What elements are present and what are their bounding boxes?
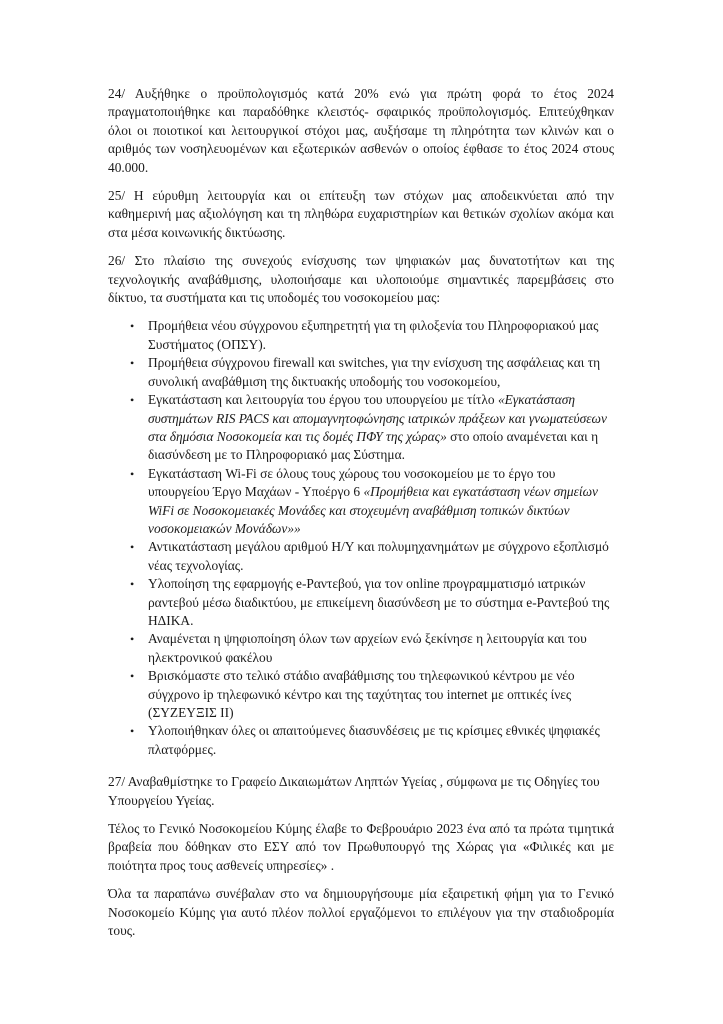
paragraph-closing: Όλα τα παραπάνω συνέβαλαν στο να δημιουργήσουμε μία εξαιρετική φήμη για το Γενικό Νοσοκομείο Κύμης για αυτό πλέον πολλοί εργαζόμενοι το επιλέγουν για την σταδιοδρομία τους.: [108, 886, 614, 939]
bullet-icon: •: [130, 319, 135, 334]
list-item: [108, 317, 614, 354]
list-item: [108, 722, 614, 759]
list-item: [108, 354, 614, 391]
paragraph-25: 25/ Η εύρυθμη λειτουργία και οι επίτευξη των στόχων μας αποδεικνύεται από την καθημερινή μας αξιολόγηση και τη πληθώρα ευχαριστηρίων και θετικών σχολίων ακόμα και στα μέσα κοινωνικής δικτύωσης.: [108, 188, 614, 240]
list-item-text: Προμήθεια νέου σύγχρονου εξυπηρετητή για τη φιλοξενία του Πληροφοριακού μας Συστήματος (ΟΠΣΥ).: [148, 318, 599, 352]
list-item-text: [148, 391, 614, 465]
list-item-text: Αντικατάσταση μεγάλου αριθμού Η/Υ και πολυμηχανημάτων με σύγχρονο εξοπλισμό νέας τεχνολογίας.: [148, 539, 609, 573]
list-item: [108, 538, 614, 575]
list-item: [108, 630, 614, 667]
bullet-icon: •: [130, 577, 135, 592]
bullet-icon: •: [130, 356, 135, 371]
list-item: [108, 465, 614, 539]
list-item-text-post: στο οποίο αναμένεται και η διασύνδεση με το Πληροφοριακό μας Σύστημα.: [148, 428, 599, 463]
document-page: [108, 85, 614, 950]
bullet-icon: •: [130, 466, 135, 481]
project-title-italic: «Προμήθεια και εγκατάσταση νέων σημείων WiFi σε Νοσοκομειακές Μονάδες και στοχευμένη αναβάθμιση τοπικών δικτύων νοσοκομειακών Μονάδων»»: [148, 484, 598, 536]
list-item: [108, 575, 614, 630]
paragraph-award: Τέλος το Γενικό Νοσοκομείου Κύμης έλαβε το Φεβρουάριο 2023 ένα από τα πρώτα τιμητικά βραβεία που δόθηκαν στο ΕΣΥ από τον Πρωθυπουργό της Χώρας για «Φιλικές και με ποιότητα προς τους ασθενείς υπηρεσίες» .: [108, 821, 614, 873]
list-item-text: Αναμένεται η ψηφιοποίηση όλων των αρχείων ενώ ξεκίνησε η λειτουργία και του ηλεκτρονικού φακέλου: [148, 631, 587, 665]
bullet-icon: •: [130, 540, 135, 555]
list-item-text-pre: Εγκατάσταση και λειτουργία του έργου του υπουργείου με τίτλο: [148, 392, 498, 408]
list-item-text: Προμήθεια σύγχρονου firewall και switches, για την ενίσχυση της ασφάλειας και τη συνολική αναβάθμιση της δικτυακής υποδομής του νοσοκομείου,: [148, 355, 601, 389]
paragraph-24: 24/ Αυξήθηκε ο προϋπολογισμός κατά 20% ενώ για πρώτη φορά το έτος 2024 πραγματοποιήθηκε και παραδόθηκε κλειστός- σφαιρικός προϋπολογισμός. Επιτεύχθηκαν όλοι οι ποιοτικοί και λειτουργικοί στόχοι μας, αυξήσαμε τη πληρότητα των κλινών και ο αριθμός των νοσηλευομένων και εξωτερικών ασθενών ο οποίος έφθασε το έτος 2024 στους 40.000.: [108, 86, 614, 175]
list-item: [108, 391, 614, 465]
bullet-icon: •: [130, 632, 135, 647]
bullet-icon: •: [130, 669, 135, 684]
list-item-text: Υλοποιήθηκαν όλες οι απαιτούμενες διασυνδέσεις με τις κρίσιμες εθνικές ψηφιακές πλατφόρμες.: [148, 723, 600, 757]
list-item-text: Υλοποίηση της εφαρμογής e-Ραντεβού, για τον online προγραμματισμό ιατρικών ραντεβού μέσω διαδικτύου, με επικείμενη διασύνδεση με το σύστημα e-Ραντεβού της ΗΔΙΚΑ.: [148, 576, 610, 628]
bullet-list-digital-upgrades: [108, 317, 614, 759]
list-item-text: [148, 465, 614, 539]
paragraph-27: 27/ Αναβαθμίστηκε το Γραφείο Δικαιωμάτων Ληπτών Υγείας , σύμφωνα με τις Οδηγίες του Υπουργείου Υγείας.: [108, 774, 600, 808]
paragraph-26: 26/ Στο πλαίσιο της συνεχούς ενίσχυσης των ψηφιακών μας δυνατοτήτων και της τεχνολογικής αναβάθμισης, υλοποιήσαμε και υλοποιούμε σημαντικές παρεμβάσεις στο δίκτυο, τα συστήματα και τις υποδομές του νοσοκομείου μας:: [108, 253, 614, 306]
project-title-italic: «Εγκατάσταση συστημάτων RIS PACS και απομαγνητοφώνησης ιατρικών πράξεων και γνωματεύσεων στα δημόσια Νοσοκομεία και τις δομές ΠΦΥ της χώρας»: [148, 392, 607, 444]
list-item: [108, 667, 614, 722]
bullet-icon: •: [130, 393, 135, 408]
bullet-icon: •: [130, 724, 135, 739]
list-item-text: Βρισκόμαστε στο τελικό στάδιο αναβάθμισης του τηλεφωνικού κέντρου με νέο σύγχρονο ip τηλεφωνικό κέντρο και της ταχύτητας του internet με οπτικές ίνες (ΣΥΖΕΥΞΙΣ ΙΙ): [148, 668, 575, 720]
list-item-text-pre: Εγκατάσταση Wi-Fi σε όλους τους χώρους του νοσοκομείου με το έργο του υπουργείου Έργο Μαχάων - Υποέργο 6: [148, 465, 556, 500]
